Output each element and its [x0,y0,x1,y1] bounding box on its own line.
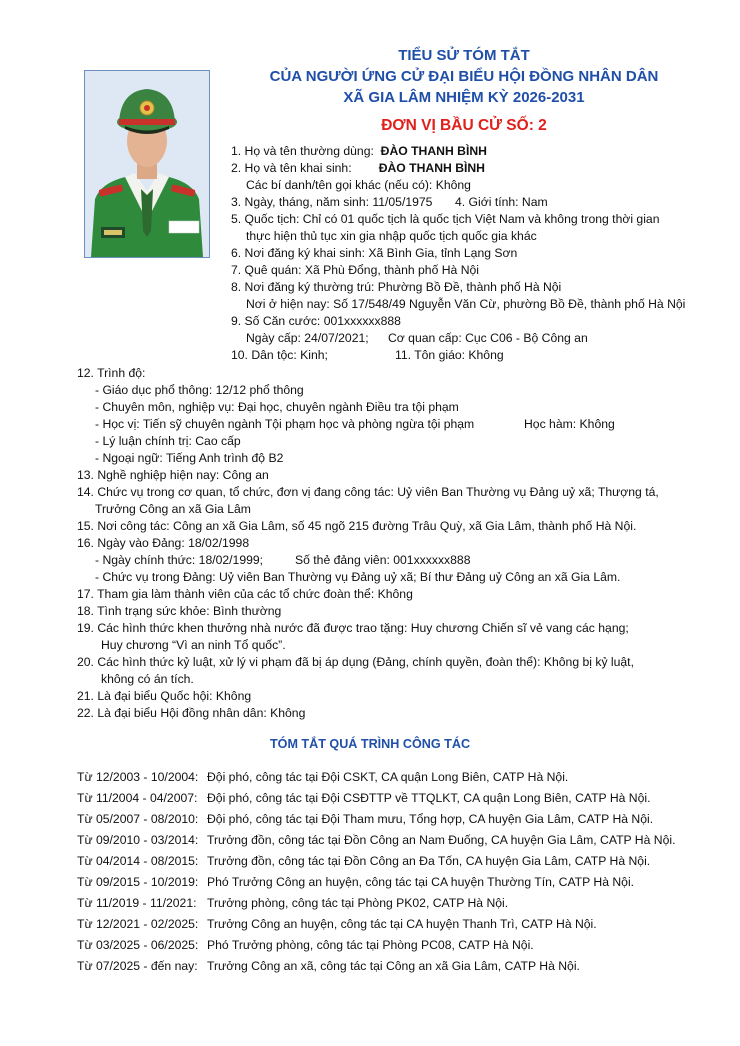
work-row [77,812,653,826]
line-general-education: - Giáo dục phổ thông: 12/12 phổ thông [95,383,304,397]
line-political-theory: - Lý luận chính trị: Cao cấp [95,434,241,448]
line-party-official-date: - Ngày chính thức: 18/02/1999; [95,553,264,567]
line-position-cont: Trưởng Công an xã Gia Lâm [95,502,251,516]
line-health: 18. Tình trạng sức khỏe: Bình thường [77,604,282,618]
portrait-photo [84,70,210,258]
work-date: Từ 11/2004 - 04/2007: [77,791,198,805]
work-date: Từ 11/2019 - 11/2021: [77,896,197,910]
line-current-address: Nơi ở hiện nay: Số 17/548/49 Nguyễn Văn Cừ, phường Bồ Đề, thành phố Hà Nội [246,297,686,311]
work-date: Từ 09/2015 - 10/2019: [77,875,199,889]
work-row [77,938,534,952]
line-hometown: 7. Quê quán: Xã Phù Đổng, thành phố Hà Nội [231,263,479,277]
header-term: XÃ GIA LÂM NHIỆM KỲ 2026-2031 [343,89,585,106]
work-row [77,896,508,910]
label-common-name: 1. Họ và tên thường dùng: [231,144,374,158]
label-birth-name: 2. Họ và tên khai sinh: [231,161,352,175]
line-awards: 19. Các hình thức khen thưởng nhà nước đã được trao tặng: Huy chương Chiến sĩ vẻ vang các hạng; [77,621,629,635]
line-nationality: 5. Quốc tịch: Chỉ có 01 quốc tịch là quốc tịch Việt Nam và không trong thời gian [231,212,660,226]
line-id-number: 9. Số Căn cước: 001xxxxxx888 [231,314,401,328]
line-id-issue-date: Ngày cấp: 24/07/2021; [246,331,369,345]
line-birthplace: 6. Nơi đăng ký khai sinh: Xã Bình Gia, tỉnh Lạng Sơn [231,246,518,260]
work-date: Từ 05/2007 - 08/2010: [77,812,199,826]
line-party-card: Số thẻ đảng viên: 001xxxxxx888 [295,553,471,567]
line-party-join-date: 16. Ngày vào Đảng: 18/02/1998 [77,536,250,550]
electoral-unit: ĐƠN VỊ BẦU CỬ SỐ: 2 [381,117,547,134]
value-birth-name: ĐÀO THANH BÌNH [378,161,485,175]
value-common-name: ĐÀO THANH BÌNH [380,144,487,158]
work-row [77,917,597,931]
line-common-name [231,144,487,158]
line-academic-title: Học hàm: Không [524,417,615,431]
work-desc: Phó Trưởng phòng, công tác tại Phòng PC08, CATP Hà Nội. [207,938,534,952]
work-desc: Trưởng đồn, công tác tại Đồn Công an Đa Tốn, CA huyện Gia Lâm, CATP Hà Nội. [207,854,651,868]
line-aliases: Các bí danh/tên gọi khác (nếu có): Không [246,178,471,192]
line-discipline-cont: không có án tích. [101,672,194,686]
work-desc: Đội phó, công tác tại Đội Tham mưu, Tổng hợp, CA huyện Gia Lâm, CATP Hà Nội. [207,812,654,826]
line-degree: - Học vị: Tiến sỹ chuyên ngành Tội phạm học và phòng ngừa tội phạm [95,417,475,431]
work-desc: Trưởng đồn, công tác tại Đồn Công an Nam Đuống, CA huyện Gia Lâm, CATP Hà Nội. [207,833,676,847]
work-date: Từ 09/2010 - 03/2014: [77,833,199,847]
work-date: Từ 12/2003 - 10/2004: [77,770,199,784]
work-date: Từ 04/2014 - 08/2015: [77,854,199,868]
line-dob: 3. Ngày, tháng, năm sinh: 11/05/1975 [231,195,433,209]
line-permanent-residence: 8. Nơi đăng ký thường trú: Phường Bồ Đề, thành phố Hà Nội [231,280,562,294]
line-position: 14. Chức vụ trong cơ quan, tổ chức, đơn vị đang công tác: Uỷ viên Ban Thường vụ Đảng uỷ xã; Thượng tá, [77,485,659,499]
line-occupation: 13. Nghề nghiệp hiện nay: Công an [77,468,269,482]
line-peoples-council: 22. Là đại biểu Hội đồng nhân dân: Không [77,706,306,720]
portrait-illustration [85,71,209,257]
work-date: Từ 07/2025 - đến nay: [77,959,198,973]
line-specialty: - Chuyên môn, nghiệp vụ: Đại học, chuyên ngành Điều tra tội phạm [95,400,459,414]
line-workplace: 15. Nơi công tác: Công an xã Gia Lâm, số 45 ngõ 215 đường Trâu Quỳ, xã Gia Lâm, thành phố Hà Nội. [77,519,637,533]
line-awards-cont: Huy chương “Vì an ninh Tổ quốc”. [101,638,286,652]
work-desc: Đội phó, công tác tại Đội CSĐTTP về TTQLKT, CA quận Long Biên, CATP Hà Nội. [207,791,651,805]
line-ethnicity: 10. Dân tộc: Kinh; [231,348,328,362]
line-education: 12. Trình độ: [77,366,146,380]
line-nationality-cont: thực hiện thủ tục xin gia nhập quốc tịch quốc gia khác [246,229,537,243]
work-desc: Phó Trưởng Công an huyện, công tác tại CA huyện Thường Tín, CATP Hà Nội. [207,875,635,889]
line-organizations: 17. Tham gia làm thành viên của các tổ chức đoàn thể: Không [77,587,413,601]
work-date: Từ 12/2021 - 02/2025: [77,917,199,931]
line-id-issuer: Cơ quan cấp: Cục C06 - Bộ Công an [388,331,588,345]
work-row [77,854,650,868]
line-gender: 4. Giới tính: Nam [455,195,548,209]
header-title: TIỂU SỬ TÓM TẮT [398,47,530,64]
work-desc: Trưởng Công an huyện, công tác tại CA huyện Thanh Trì, CATP Hà Nội. [207,917,597,931]
line-party-position: - Chức vụ trong Đảng: Uỷ viên Ban Thường vụ Đảng uỷ xã; Bí thư Đảng uỷ Công an xã Gia Lâm. [95,570,621,584]
work-row [77,875,634,889]
line-religion: 11. Tôn giáo: Không [395,348,504,362]
work-row [77,770,568,784]
line-national-assembly: 21. Là đại biểu Quốc hội: Không [77,689,252,703]
work-desc: Trưởng phòng, công tác tại Phòng PK02, CATP Hà Nội. [207,896,509,910]
work-date: Từ 03/2025 - 06/2025: [77,938,199,952]
line-foreign-language: - Ngoại ngữ: Tiếng Anh trình độ B2 [95,451,284,465]
work-row [77,791,650,805]
work-row [77,833,675,847]
work-desc: Đội phó, công tác tại Đội CSKT, CA quận Long Biên, CATP Hà Nội. [207,770,569,784]
work-row [77,959,580,973]
line-birth-name [231,161,485,175]
header-subtitle: CỦA NGƯỜI ỨNG CỬ ĐẠI BIỂU HỘI ĐỒNG NHÂN DÂN [269,68,659,85]
work-history-title: TÓM TẮT QUÁ TRÌNH CÔNG TÁC [269,737,471,751]
work-desc: Trưởng Công an xã, công tác tại Công an xã Gia Lâm, CATP Hà Nội. [207,959,580,973]
line-discipline: 20. Các hình thức kỷ luật, xử lý vi phạm đã bị áp dụng (Đảng, chính quyền, đoàn thể): Không bị kỷ luật, [77,655,634,669]
